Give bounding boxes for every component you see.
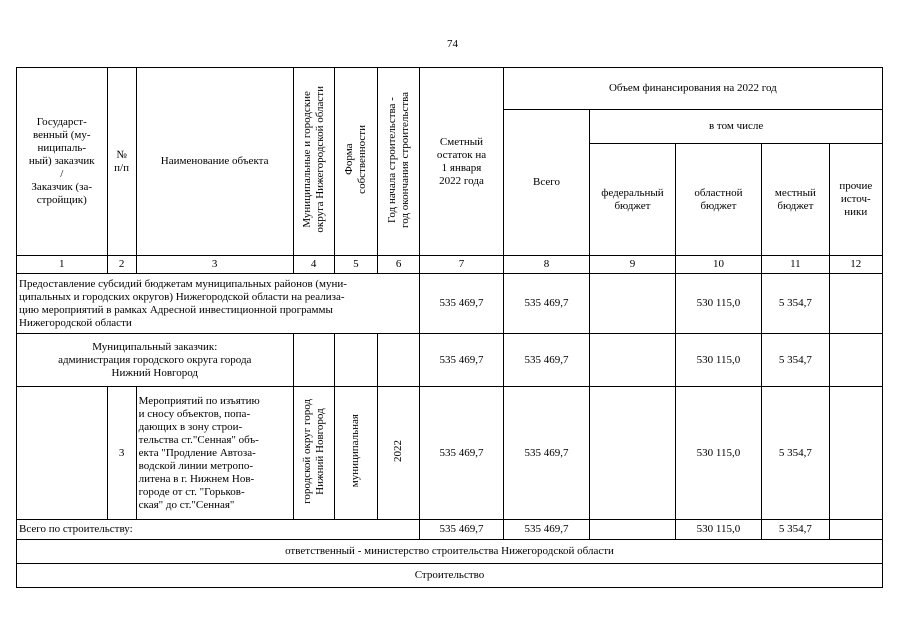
section-label: Строительство bbox=[17, 564, 883, 588]
header-regional: областной бюджет bbox=[675, 144, 761, 256]
column-number: 8 bbox=[503, 256, 589, 274]
column-number: 10 bbox=[675, 256, 761, 274]
column-number: 6 bbox=[378, 256, 420, 274]
header-municipal: Муниципальные и городские округа Нижегородской области bbox=[300, 86, 326, 233]
total-federal bbox=[590, 520, 675, 540]
customer-label: Муниципальный заказчик: администрация городского округа города Нижний Новгород bbox=[17, 334, 294, 387]
column-number: 9 bbox=[590, 256, 675, 274]
object-total: 535 469,7 bbox=[503, 387, 589, 520]
financing-table bbox=[16, 67, 883, 588]
subsidy-other bbox=[829, 274, 882, 334]
total-label: Всего по строительству: bbox=[17, 520, 420, 540]
total-regional: 530 115,0 bbox=[675, 520, 761, 540]
header-federal: федеральный бюджет bbox=[590, 144, 675, 256]
object-federal bbox=[590, 387, 675, 520]
total-local: 5 354,7 bbox=[762, 520, 829, 540]
header-including: в том числе bbox=[590, 110, 883, 144]
column-number: 11 bbox=[762, 256, 829, 274]
object-ownership: муниципальная bbox=[349, 414, 362, 488]
column-number: 3 bbox=[136, 256, 293, 274]
subsidy-federal bbox=[590, 274, 675, 334]
header-num: № п/п bbox=[107, 68, 136, 256]
object-row bbox=[17, 387, 883, 520]
customer-ownership bbox=[334, 334, 377, 387]
total-row bbox=[17, 520, 883, 540]
subsidy-label: Предоставление субсидий бюджетам муниципальных районов (муни- ципальных и городских округов) Нижегородской области на реализа- цию мероприятий в рамках Адресной инвестиционной программы Нижегородской области bbox=[17, 274, 420, 334]
header-years: Год начала строительства - год окончания строительства bbox=[385, 91, 411, 228]
customer-municipal bbox=[293, 334, 334, 387]
customer-regional: 530 115,0 bbox=[675, 334, 761, 387]
page-number: 74 bbox=[447, 38, 458, 50]
subsidy-local: 5 354,7 bbox=[762, 274, 829, 334]
object-other bbox=[829, 387, 882, 520]
subsidy-total: 535 469,7 bbox=[503, 274, 589, 334]
customer-total: 535 469,7 bbox=[503, 334, 589, 387]
total-estimate: 535 469,7 bbox=[420, 520, 503, 540]
header-financing: Объем финансирования на 2022 год bbox=[503, 68, 882, 110]
total-total: 535 469,7 bbox=[503, 520, 589, 540]
header-object-name: Наименование объекта bbox=[136, 68, 293, 256]
object-year: 2022 bbox=[392, 440, 405, 462]
object-estimate: 535 469,7 bbox=[420, 387, 503, 520]
column-number: 1 bbox=[17, 256, 108, 274]
customer-other bbox=[829, 334, 882, 387]
responsible-label: ответственный - министерство строительства Нижегородской области bbox=[17, 540, 883, 564]
header-other: прочие источ- ники bbox=[829, 144, 882, 256]
column-number: 12 bbox=[829, 256, 882, 274]
customer-row bbox=[17, 334, 883, 387]
subsidy-row bbox=[17, 274, 883, 334]
object-ownership-cell bbox=[334, 387, 377, 520]
customer-estimate: 535 469,7 bbox=[420, 334, 503, 387]
total-other bbox=[829, 520, 882, 540]
object-name: Мероприятий по изъятию и сносу объектов, попа- дающих в зону строи- тельства ст."Сенная" объ- екта "Продление Автоза- водской линии метропо- литена в г. Нижнем Нов- городе от ст. "Горьков- ская" до ст."Сенная" bbox=[136, 387, 293, 520]
column-number: 7 bbox=[420, 256, 503, 274]
object-local: 5 354,7 bbox=[762, 387, 829, 520]
subsidy-estimate: 535 469,7 bbox=[420, 274, 503, 334]
customer-local: 5 354,7 bbox=[762, 334, 829, 387]
section-row bbox=[17, 564, 883, 588]
header-ownership-cell bbox=[334, 68, 377, 256]
customer-federal bbox=[590, 334, 675, 387]
column-number: 5 bbox=[334, 256, 377, 274]
header-years-cell bbox=[378, 68, 420, 256]
column-number: 4 bbox=[293, 256, 334, 274]
object-municipal-cell bbox=[293, 387, 334, 520]
column-numbers-row bbox=[17, 256, 883, 274]
column-number: 2 bbox=[107, 256, 136, 274]
header-local: местный бюджет bbox=[762, 144, 829, 256]
object-regional: 530 115,0 bbox=[675, 387, 761, 520]
header-customer: Государст- венный (му- ниципаль- ный) заказчик / Заказчик (за- стройщик) bbox=[17, 68, 108, 256]
header-municipal-cell bbox=[293, 68, 334, 256]
header-ownership: Форма собственности bbox=[342, 125, 368, 194]
customer-years bbox=[378, 334, 420, 387]
subsidy-regional: 530 115,0 bbox=[675, 274, 761, 334]
responsible-row bbox=[17, 540, 883, 564]
header-estimate: Сметный остаток на 1 января 2022 года bbox=[420, 68, 503, 256]
object-num: 3 bbox=[107, 387, 136, 520]
object-year-cell bbox=[378, 387, 420, 520]
header-total: Всего bbox=[503, 110, 589, 256]
object-customer bbox=[17, 387, 108, 520]
object-municipal: городской округ город Нижний Новгород bbox=[300, 398, 326, 504]
